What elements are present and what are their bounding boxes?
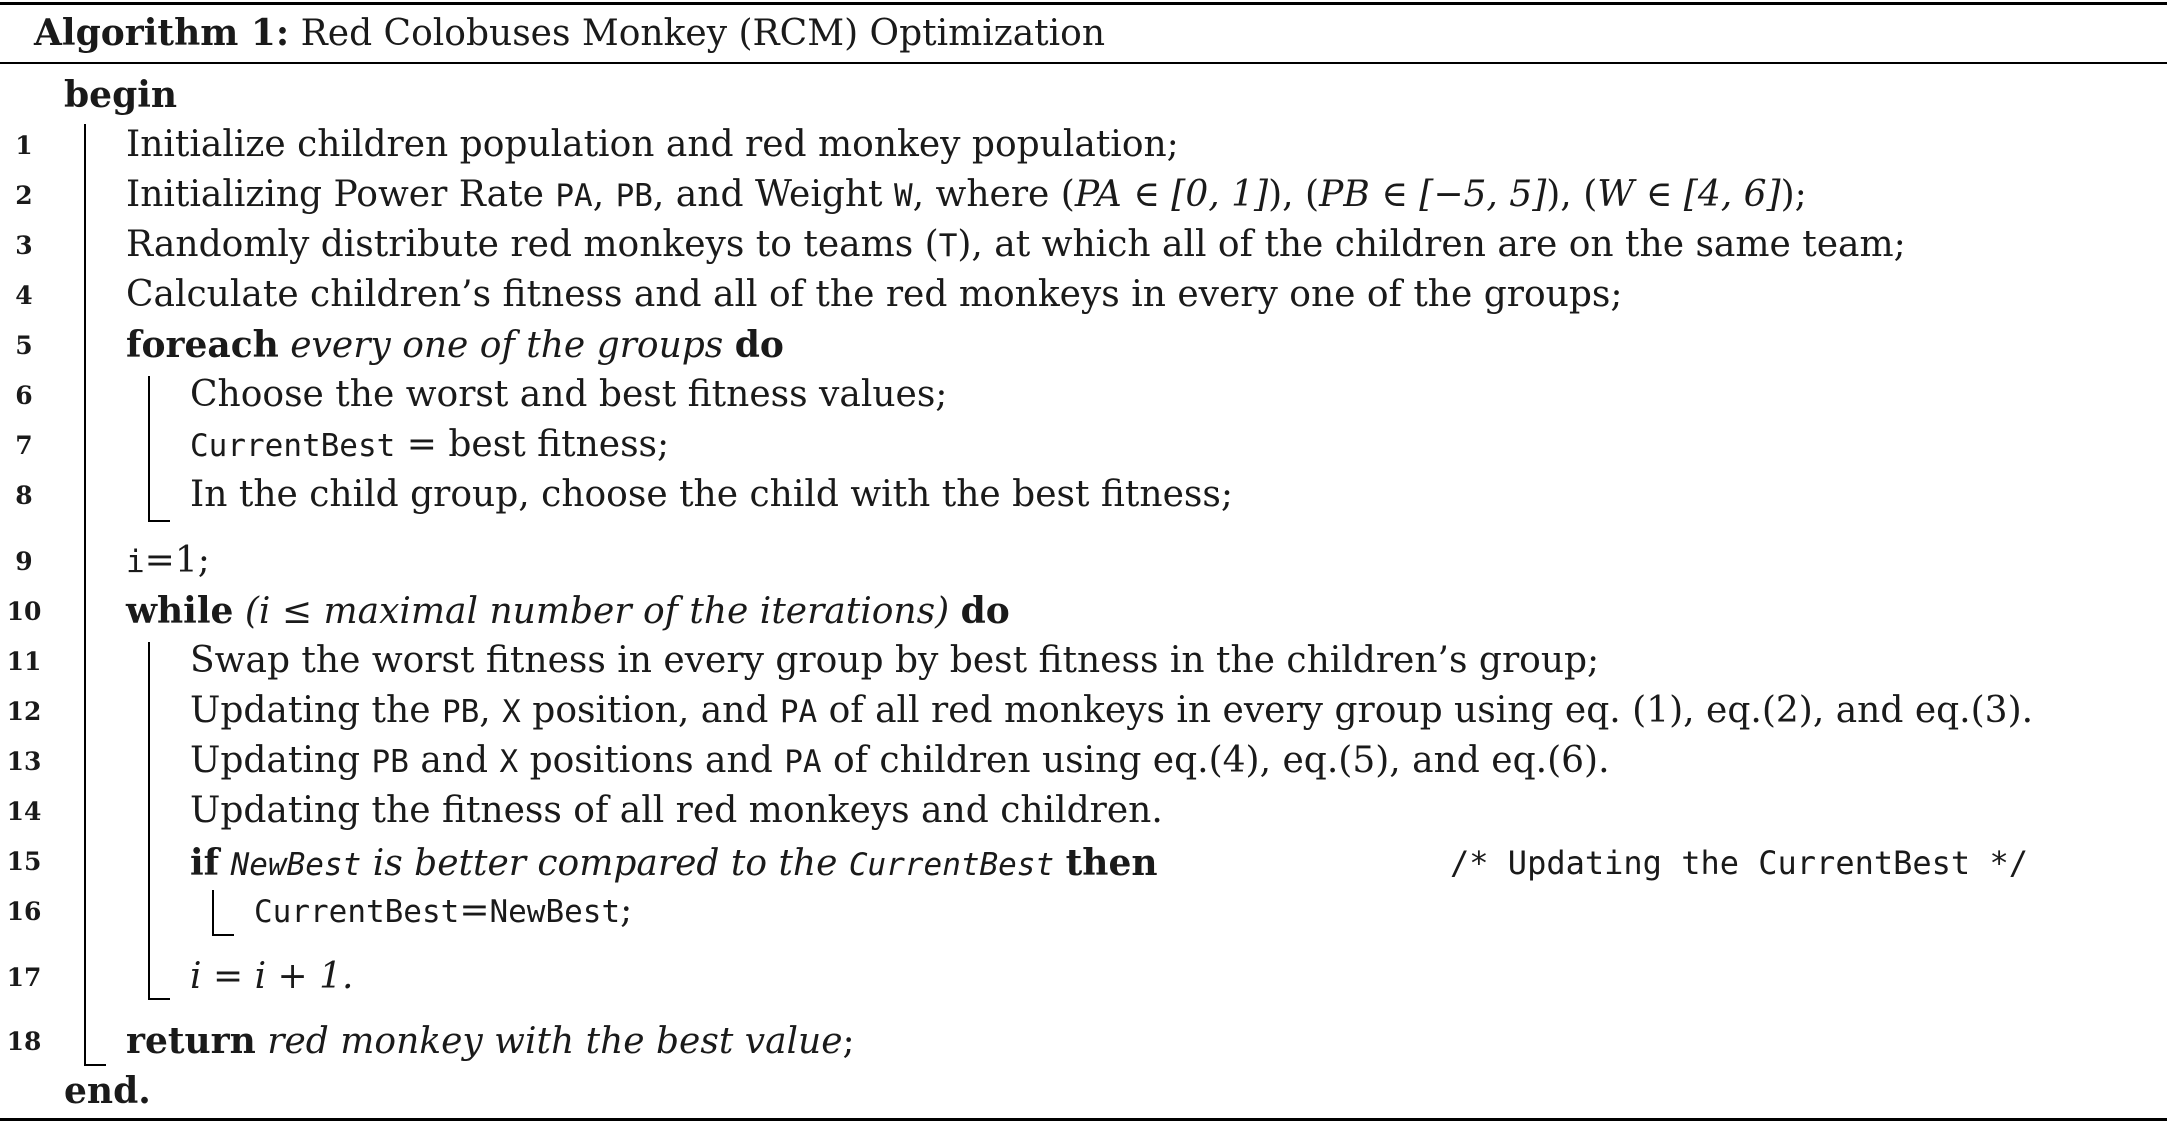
algorithm-title: Red Colobuses Monkey (RCM) Optimization [300, 13, 1106, 54]
var-currentbest: CurrentBest [254, 894, 460, 930]
var-t: T [938, 228, 958, 264]
begin-line [64, 70, 177, 120]
begin-keyword: begin [64, 74, 178, 116]
return-value: red monkey with the best value [267, 1021, 843, 1062]
line-text: of children using eq.(4), eq.(5), and eq.(6). [821, 740, 1610, 781]
caption-rule [0, 62, 2167, 64]
var-x: X [502, 694, 521, 730]
line-number: 8 [15, 481, 33, 510]
var-newbest: NewBest [230, 847, 362, 883]
line-number: 17 [6, 963, 42, 992]
var-currentbest: CurrentBest [190, 428, 396, 464]
while-block-foot [148, 998, 170, 1000]
algo-line-13 [190, 736, 1610, 786]
algo-line-11 [190, 636, 1599, 686]
line-number: 4 [15, 281, 33, 310]
var-pb: PB [441, 694, 480, 730]
line-text: Choose the worst and best fitness values; [190, 374, 948, 415]
do-keyword: do [960, 590, 1010, 632]
line-text: ), ( [1268, 174, 1320, 215]
algo-line-18 [126, 1016, 855, 1066]
line-text: , and Weight [652, 174, 894, 215]
line-text: , where ( [912, 174, 1075, 215]
foreach-block-bar [148, 376, 150, 522]
line-text: , [479, 690, 503, 731]
var-w: W [893, 178, 913, 214]
var-pa: PA [779, 694, 818, 730]
algo-line-9 [126, 536, 210, 586]
var-newbest: NewBest [489, 894, 621, 930]
equals-sign: = [459, 890, 490, 931]
algo-line-7 [190, 420, 669, 470]
line-text: In the child group, choose the child with the best fitness; [190, 474, 1233, 515]
line-number: 1 [15, 131, 33, 160]
var-pb: PB [615, 178, 653, 214]
line-text: Initializing Power Rate [126, 174, 556, 215]
var-pa: PA [784, 744, 822, 780]
line-text: Updating the [190, 690, 442, 731]
foreach-block-foot [148, 520, 170, 522]
var-x: X [499, 744, 519, 780]
algo-line-10 [126, 586, 1010, 636]
return-keyword: return [126, 1020, 256, 1062]
while-keyword: while [126, 590, 234, 632]
math-pa-range: PA ∈ [0, 1] [1074, 174, 1269, 215]
line-text: Calculate children’s fitness and all of the red monkeys in every one of the groups; [126, 274, 1623, 315]
top-rule [0, 2, 2167, 5]
line-text: Swap the worst fitness in every group by best fitness in the children’s group; [190, 640, 1600, 681]
line-text: ), at which all of the children are on the same team; [957, 224, 1906, 265]
line-text: of all red monkeys in every group using eq. (1), eq.(2), and eq.(3). [817, 690, 2034, 731]
algo-line-12 [190, 686, 2033, 736]
outer-block-bar [84, 124, 86, 1066]
line-text: Randomly distribute red monkeys to teams ( [126, 224, 939, 265]
var-pa: PA [555, 178, 593, 214]
algo-line-1 [126, 120, 1179, 170]
math-w-range: W ∈ [4, 6] [1597, 174, 1781, 215]
line-text: ), ( [1546, 174, 1598, 215]
end-line [64, 1066, 151, 1116]
while-block-bar [148, 642, 150, 1000]
var-currentbest: CurrentBest [848, 847, 1055, 883]
end-keyword: end. [64, 1070, 151, 1112]
line-text: position, and [520, 690, 780, 731]
if-condition: is better compared to the [361, 843, 849, 884]
line-text: ); [1780, 174, 1807, 215]
algo-comment: /* Updating the CurrentBest */ [1450, 844, 2028, 882]
line-text: ; [620, 890, 633, 931]
line-text: Updating the fitness of all red monkeys and children. [190, 790, 1163, 831]
line-number: 3 [15, 231, 33, 260]
line-number: 18 [6, 1027, 42, 1056]
if-keyword: if [190, 842, 220, 884]
increment-statement: i = i + 1. [190, 956, 354, 997]
foreach-condition: every one of the groups [290, 325, 724, 366]
bottom-rule [0, 1118, 2167, 1121]
line-text: Updating [190, 740, 372, 781]
var-i: i [126, 544, 145, 580]
line-text: , [592, 174, 616, 215]
line-number: 15 [6, 847, 42, 876]
line-number: 14 [6, 797, 42, 826]
line-number: 9 [15, 547, 33, 576]
math-pb-range: PB ∈ [−5, 5] [1319, 174, 1547, 215]
algo-line-4 [126, 270, 1622, 320]
algo-line-6 [190, 370, 947, 420]
var-pb: PB [371, 744, 409, 780]
line-number: 16 [6, 897, 42, 926]
line-text: ; [842, 1021, 855, 1062]
if-block-foot [212, 934, 234, 936]
algo-line-17 [190, 952, 353, 1002]
algo-line-15 [190, 838, 1158, 888]
if-block-bar [212, 890, 214, 936]
algo-line-8 [190, 470, 1233, 520]
line-number: 10 [6, 597, 42, 626]
line-number: 6 [15, 381, 33, 410]
line-text: =1; [144, 540, 210, 581]
while-condition: (i ≤ maximal number of the iterations) [244, 591, 950, 632]
line-number: 5 [15, 331, 33, 360]
foreach-keyword: foreach [126, 324, 279, 366]
line-number: 12 [6, 697, 42, 726]
line-text: = best fitness; [395, 424, 670, 465]
line-number: 11 [6, 647, 42, 676]
line-number: 2 [15, 181, 33, 210]
line-number: 7 [15, 431, 33, 460]
do-keyword: do [734, 324, 784, 366]
line-text: positions and [518, 740, 785, 781]
algorithm-label: Algorithm 1: [34, 12, 290, 54]
algo-line-5 [126, 320, 784, 370]
line-text: and [408, 740, 500, 781]
algo-line-16 [254, 886, 632, 936]
algo-line-3 [126, 220, 1906, 270]
line-number: 13 [6, 747, 42, 776]
then-keyword: then [1065, 842, 1158, 884]
line-text: Initialize children population and red monkey population; [126, 124, 1179, 165]
algorithm-caption [34, 6, 1105, 60]
algo-line-14 [190, 786, 1163, 836]
algo-line-2 [126, 170, 1807, 220]
